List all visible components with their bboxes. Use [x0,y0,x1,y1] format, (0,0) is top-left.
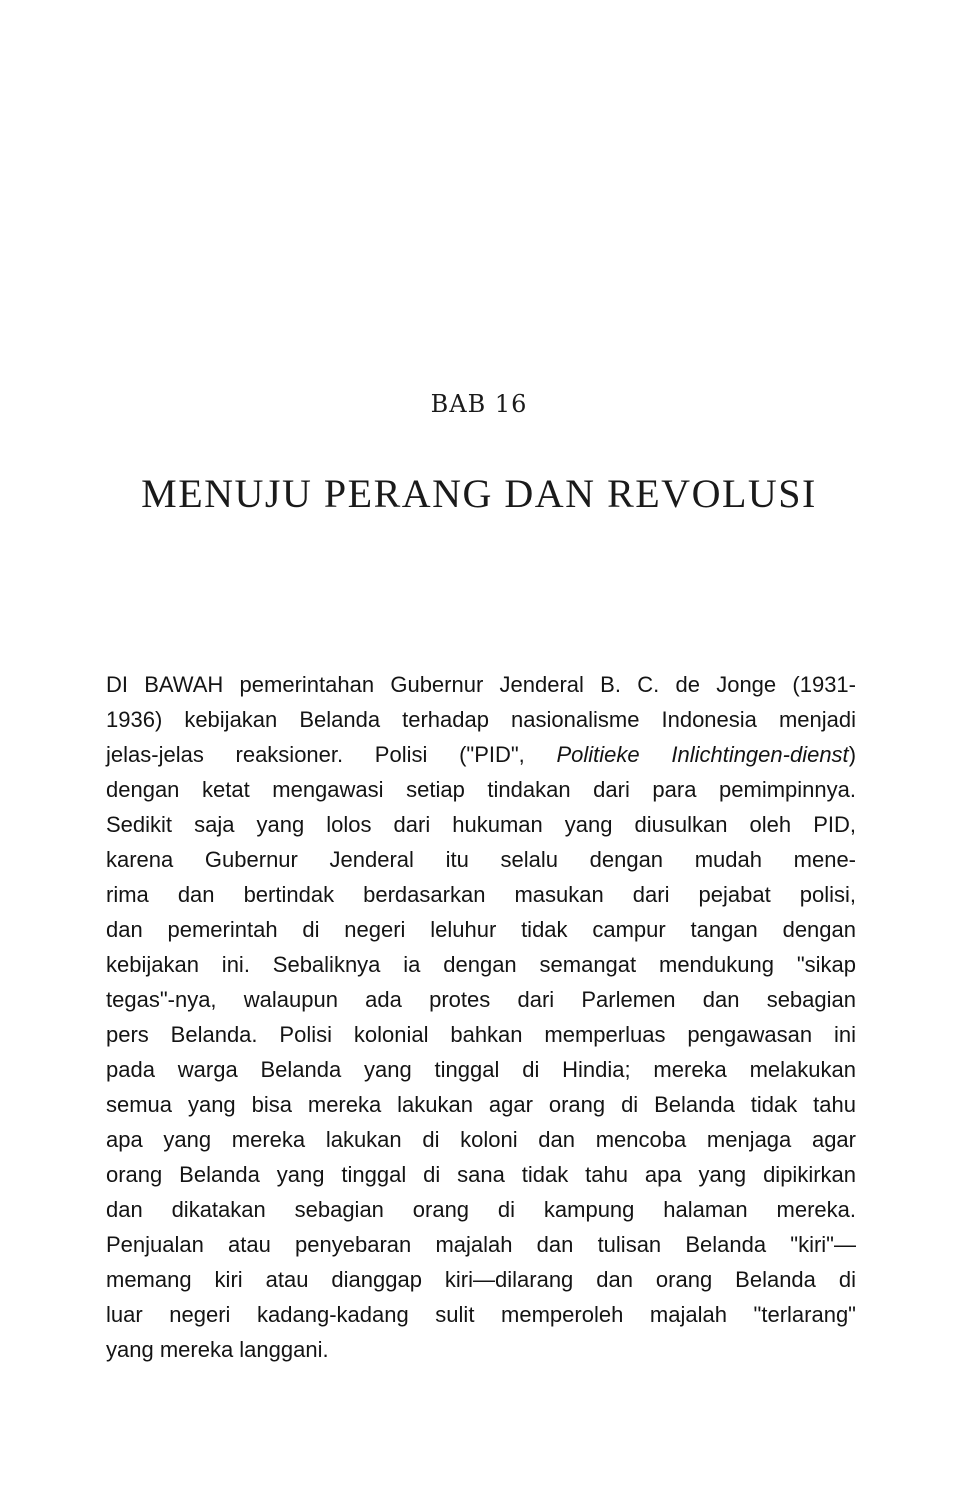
paragraph-line: tegas"-nya, walaupun ada protes dari Parlemen dan sebagian [106,987,856,1012]
paragraph-line: DI BAWAH pemerintahan Gubernur Jenderal B. C. de Jonge (1931- [106,672,856,697]
paragraph-line: pada warga Belanda yang tinggal di Hindia; mereka melakukan [106,1057,856,1082]
chapter-label: BAB 16 [430,390,528,418]
chapter-title: MENUJU PERANG DAN REVOLUSI [141,471,817,516]
paragraph-line: rima dan bertindak berdasarkan masukan dari pejabat polisi, [106,882,856,907]
paragraph-line-end: ) [848,742,857,767]
body-paragraph [106,667,856,1367]
paragraph-line: 1936) kebijakan Belanda terhadap nasionalisme Indonesia menjadi [106,707,856,732]
paragraph-line-last: yang mereka langgani. [106,1337,329,1362]
paragraph-line: luar negeri kadang-kadang sulit memperoleh majalah "terlarang" [106,1302,856,1327]
paragraph-line: dan dikatakan sebagian orang di kampung halaman mereka. [106,1197,856,1222]
paragraph-line: dan pemerintah di negeri leluhur tidak campur tangan dengan [106,917,856,942]
paragraph-line: orang Belanda yang tinggal di sana tidak tahu apa yang dipikirkan [106,1162,856,1187]
italic-term: Politieke Inlichtingen-dienst [556,742,849,767]
paragraph-line: Penjualan atau penyebaran majalah dan tulisan Belanda "kiri"— [106,1232,856,1257]
paragraph-line: kebijakan ini. Sebaliknya ia dengan semangat mendukung "sikap [106,952,856,977]
paragraph-line-start: jelas-jelas reaksioner. Polisi ("PID", [106,742,557,767]
paragraph-line: dengan ketat mengawasi setiap tindakan dari para pemimpinnya. [106,777,856,802]
paragraph-line-with-italic [106,737,856,772]
paragraph-line: karena Gubernur Jenderal itu selalu dengan mudah mene- [106,847,856,872]
paragraph-line: memang kiri atau dianggap kiri—dilarang dan orang Belanda di [106,1267,856,1292]
paragraph-line: apa yang mereka lakukan di koloni dan mencoba menjaga agar [106,1127,856,1152]
paragraph-line: semua yang bisa mereka lakukan agar orang di Belanda tidak tahu [106,1092,856,1117]
paragraph-line: Sedikit saja yang lolos dari hukuman yang diusulkan oleh PID, [106,812,856,837]
paragraph-line: pers Belanda. Polisi kolonial bahkan memperluas pengawasan ini [106,1022,856,1047]
